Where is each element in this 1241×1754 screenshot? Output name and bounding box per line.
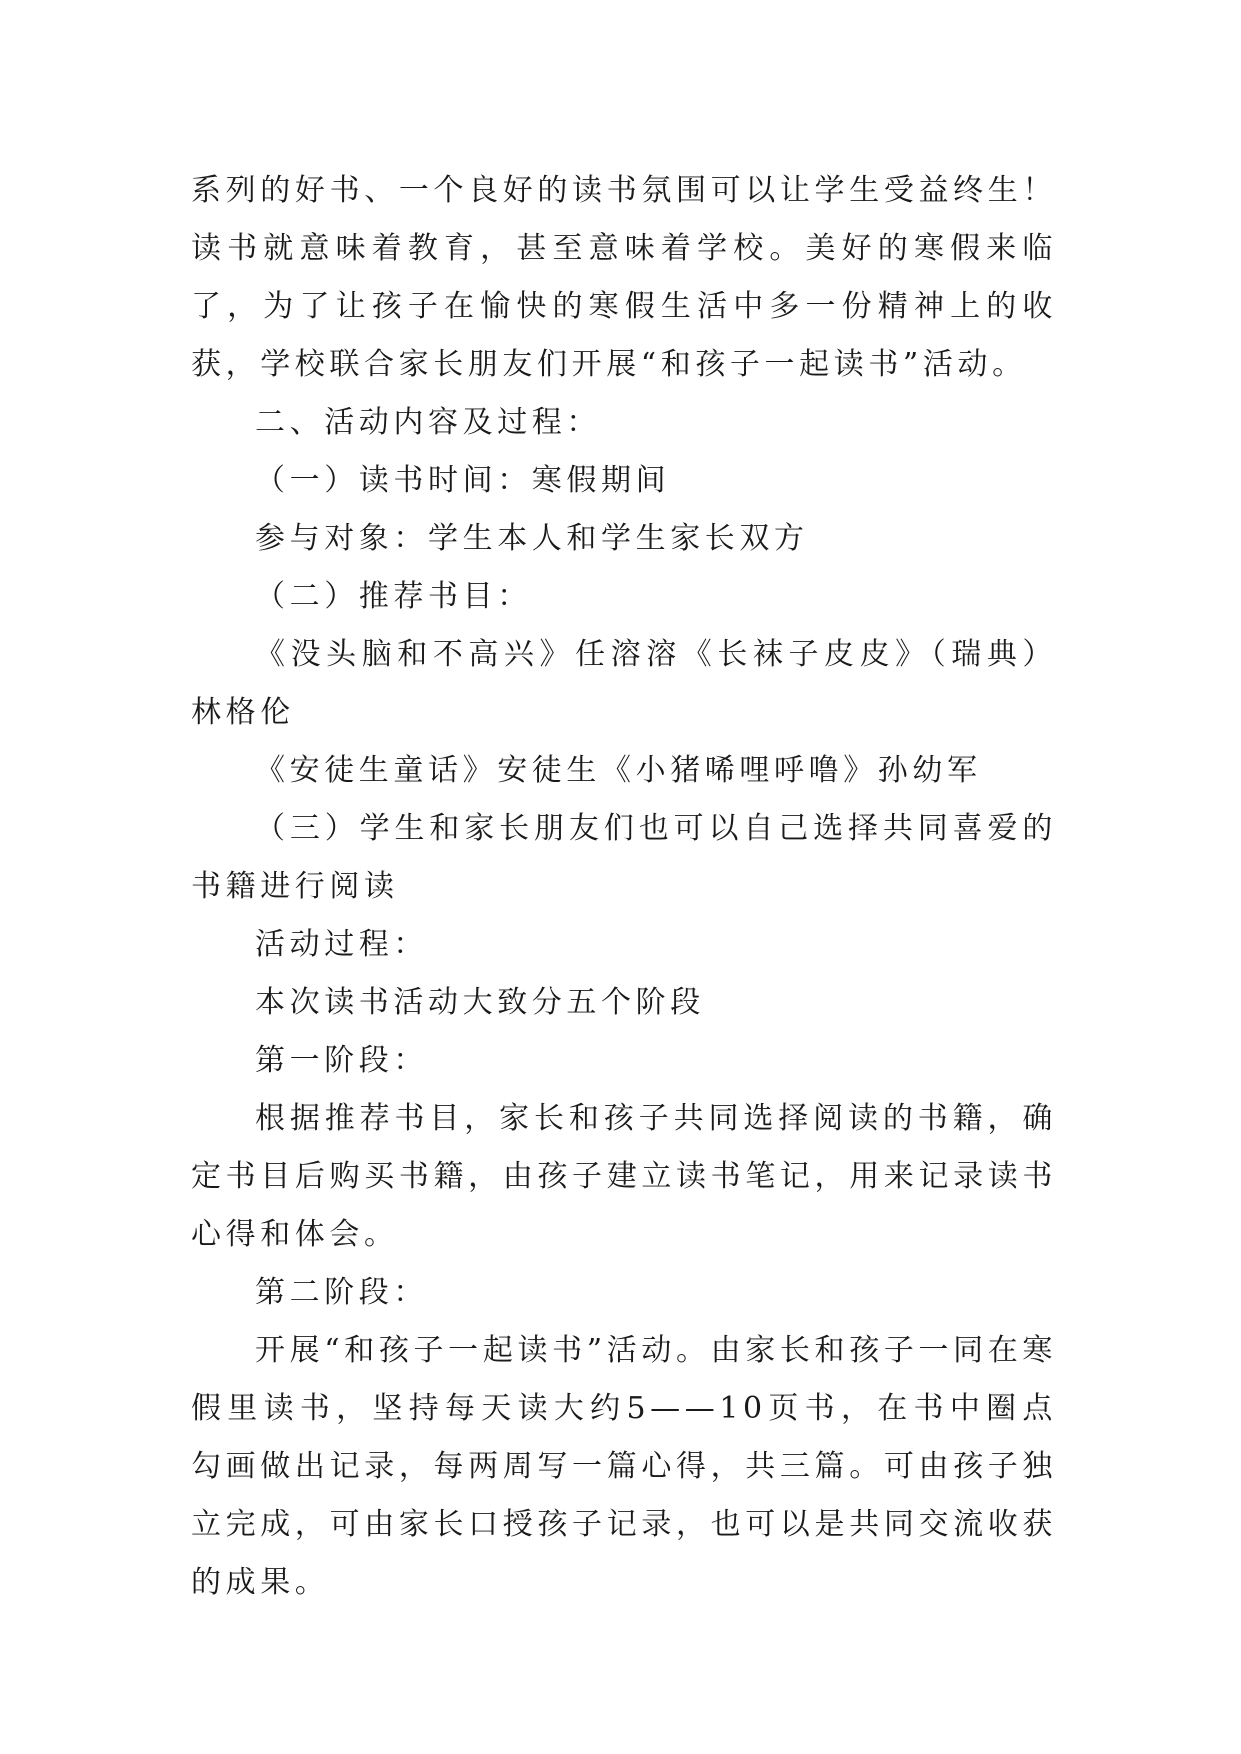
paragraph-five-stages: 本次读书活动大致分五个阶段 [255,985,705,1020]
paragraph-recommended-books-heading: （二）推荐书目： [255,579,532,614]
paragraph-intro-continued: 系列的好书、一个良好的读书氛围可以让学生受益终生！读书就意味着教育，甚至意味着学校。美好的寒假来临了，为了让孩子在愉快的寒假生活中多一份精神上的收获，学校联合家长朋友们开展“和孩子一起读书”活动。 [191,173,1057,382]
body-text [191,162,1057,1612]
paragraph-book-list-1: 《没头脑和不高兴》任溶溶《长袜子皮皮》（瑞典）林格伦 [191,637,1057,730]
paragraph-stage-two-body: 开展“和孩子一起读书”活动。由家长和孩子一同在寒假里读书，坚持每天读大约5——10页书，在书中圈点勾画做出记录，每两周写一篇心得，共三篇。可由孩子独立完成，可由家长口授孩子记录，也可以是共同交流收获的成果。 [191,1333,1057,1600]
paragraph-book-list-2: 《安徒生童话》安徒生《小猪唏哩呼噜》孙幼军 [255,753,982,788]
paragraph-participants: 参与对象：学生本人和学生家长双方 [255,521,809,556]
paragraph-stage-two-heading: 第二阶段： [255,1275,428,1310]
paragraph-activity-process-heading: 活动过程： [255,927,428,962]
section-heading-activity-content: 二、活动内容及过程： [255,405,601,440]
paragraph-stage-one-body: 根据推荐书目，家长和孩子共同选择阅读的书籍，确定书目后购买书籍，由孩子建立读书笔记，用来记录读书心得和体会。 [191,1101,1057,1252]
paragraph-self-selected-books: （三）学生和家长朋友们也可以自己选择共同喜爱的书籍进行阅读 [191,811,1057,904]
paragraph-reading-time: （一）读书时间：寒假期间 [255,463,671,498]
paragraph-stage-one-heading: 第一阶段： [255,1043,428,1078]
